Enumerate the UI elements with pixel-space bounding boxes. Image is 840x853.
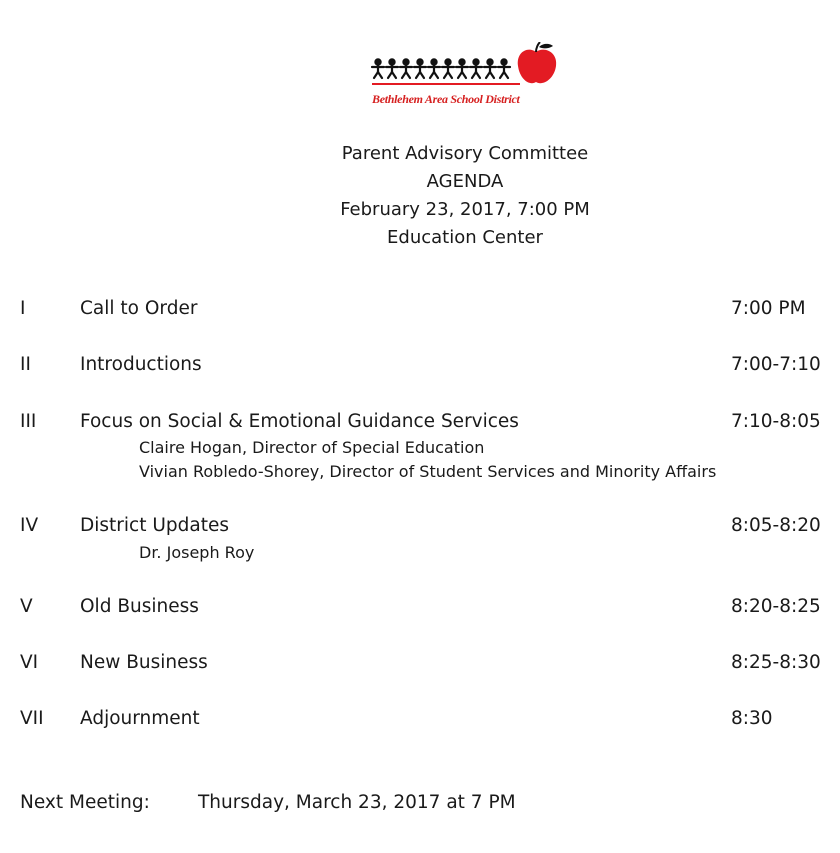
item-title: District Updates [80, 515, 229, 536]
next-meeting-label: Next Meeting: [20, 792, 150, 813]
item-presenter: Dr. Joseph Roy [139, 543, 255, 562]
item-time: 8:30 [731, 708, 773, 729]
item-number: IV [20, 515, 39, 536]
committee-name: Parent Advisory Committee [341, 143, 589, 164]
item-number: VI [20, 652, 39, 673]
item-presenter: Vivian Robledo-Shorey, Director of Student Services and Minority Affairs [139, 462, 717, 481]
item-title: New Business [80, 652, 208, 673]
item-time: 8:25-8:30 [731, 652, 821, 673]
item-time: 7:10-8:05 [731, 411, 821, 432]
item-number: V [20, 596, 33, 617]
item-title: Introductions [80, 354, 202, 375]
logo-caption: Bethlehem Area School District [372, 92, 520, 106]
agenda-header [300, 140, 630, 252]
item-title: Call to Order [80, 298, 198, 319]
item-time: 7:00-7:10 [731, 354, 821, 375]
meeting-datetime: February 23, 2017, 7:00 PM [340, 199, 590, 220]
item-title: Adjournment [80, 708, 200, 729]
item-number: II [20, 354, 31, 375]
item-number: III [20, 411, 37, 432]
item-time: 8:05-8:20 [731, 515, 821, 536]
item-time: 8:20-8:25 [731, 596, 821, 617]
next-meeting-date: Thursday, March 23, 2017 at 7 PM [198, 792, 516, 813]
item-time: 7:00 PM [731, 298, 806, 319]
document-title: AGENDA [426, 171, 504, 192]
meeting-location: Education Center [387, 227, 543, 248]
item-presenter: Claire Hogan, Director of Special Education [139, 438, 485, 457]
item-number: VII [20, 708, 44, 729]
item-title: Old Business [80, 596, 199, 617]
item-title: Focus on Social & Emotional Guidance Services [80, 411, 519, 432]
item-number: I [20, 298, 26, 319]
